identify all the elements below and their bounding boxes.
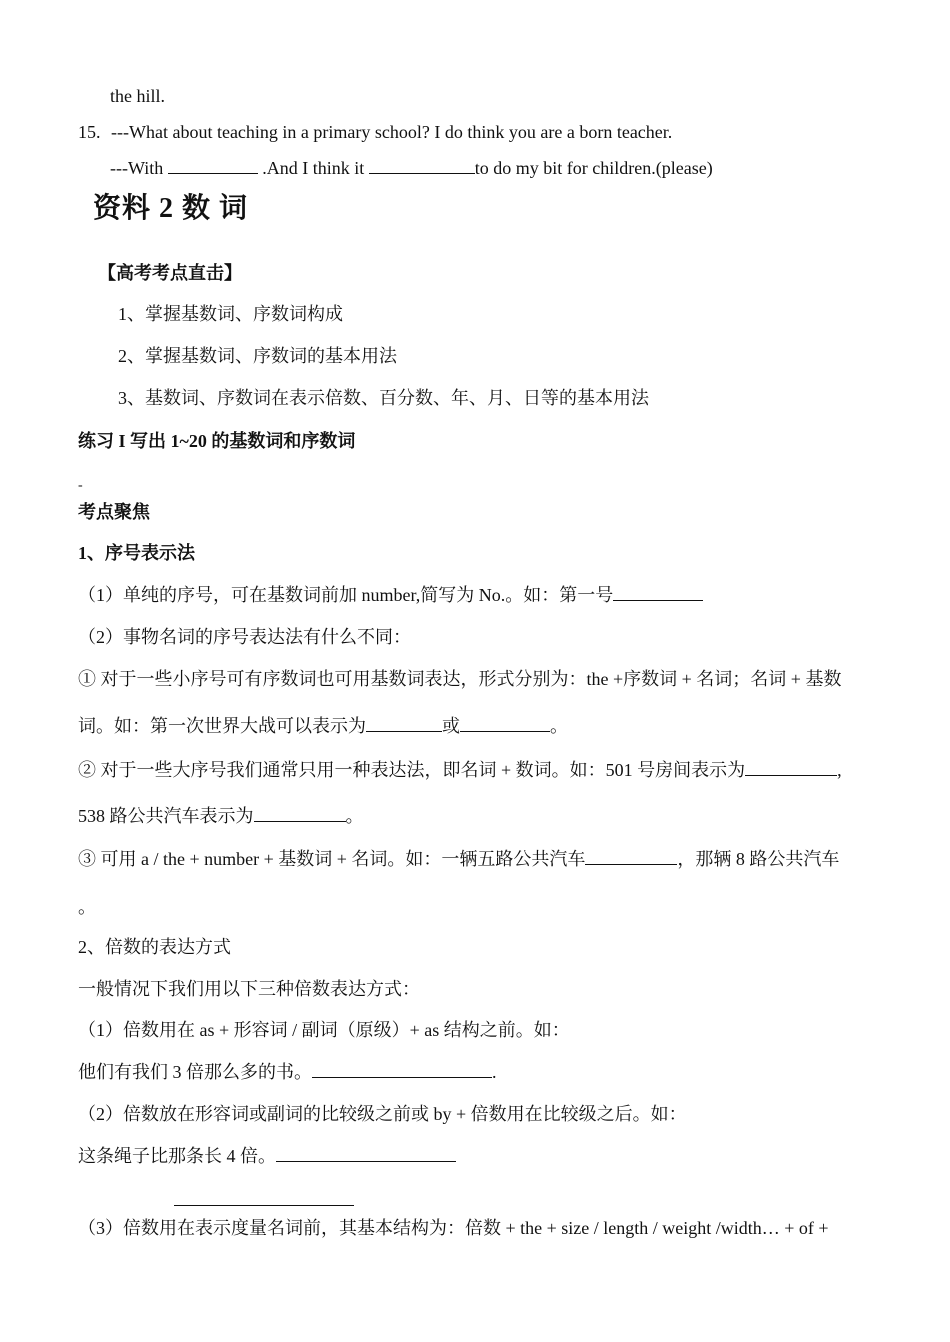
s2-ex1-period: .	[492, 1062, 497, 1082]
s2-paragraph-2: （2）倍数放在形容词或副词的比较级之前或 by + 倍数用在比较级之后。如：	[78, 1104, 687, 1124]
s1-p4b-period: 。	[345, 806, 364, 826]
gaokao-point-3: 3、基数词、序数词在表示倍数、百分数、年、月、日等的基本用法	[118, 388, 649, 408]
s2-paragraph-1: （1）倍数用在 as + 形容词 / 副词（原级）+ as 结构之前。如：	[78, 1020, 570, 1040]
blank-rope-1[interactable]	[276, 1145, 456, 1162]
s2-example-1	[78, 1061, 497, 1083]
section-2-heading: 2、倍数的表达方式	[78, 937, 231, 957]
blank-books[interactable]	[312, 1061, 492, 1078]
s2-ex2-text: 这条绳子比那条长 4 倍。	[78, 1146, 276, 1166]
s2-example-2-line2	[174, 1189, 354, 1211]
s1-p3a-text: ① 对于一些小序号可有序数词也可用基数词表达，形式分别为：the +序数词 + 名词；名词 + 基数	[78, 669, 842, 689]
s1-p3b-text-c: 。	[550, 716, 568, 736]
s1-paragraph-1	[78, 584, 703, 606]
s1-p4a-text: ② 对于一些大序号我们通常只用一种表达法，即名词 + 数词。如：501 号房间表示为	[78, 760, 746, 780]
blank-bus5[interactable]	[585, 848, 677, 865]
s1-paragraph-3a	[78, 668, 888, 690]
blank-rope-2[interactable]	[174, 1189, 354, 1206]
s1-p3b-text-b: 或	[442, 716, 460, 736]
answer-text-b: .And I think it	[257, 158, 369, 178]
blank-ww1-a[interactable]	[366, 715, 442, 732]
gaokao-point-1: 1、掌握基数词、序数词构成	[118, 304, 343, 324]
s1-p1-text: （1）单纯的序号，可在基数词前加 number,简写为 No.。如：第一号	[78, 585, 614, 605]
s1-paragraph-5b: 。	[78, 897, 96, 917]
s2-example-2	[78, 1145, 456, 1167]
s1-paragraph-3b	[78, 715, 568, 737]
s2-intro: 一般情况下我们用以下三种倍数表达方式：	[78, 979, 420, 999]
answer-text-a: ---With	[110, 158, 168, 178]
gaokao-point-2: 2、掌握基数词、序数词的基本用法	[118, 346, 397, 366]
s1-p4b-text: 538 路公共汽车表示为	[78, 806, 254, 826]
question-number: 15.	[78, 122, 101, 142]
blank-2[interactable]	[369, 157, 475, 174]
blank-ww1-b[interactable]	[460, 715, 550, 732]
blank-room501[interactable]	[745, 759, 837, 776]
s2-ex1-text: 他们有我们 3 倍那么多的书。	[78, 1062, 312, 1082]
question-15-line2	[110, 157, 713, 179]
question-15-line1	[78, 121, 672, 143]
focus-heading: 考点聚焦	[78, 502, 150, 522]
s1-p3b-text-a: 词。如：第一次世界大战可以表示为	[78, 716, 366, 736]
blank-bus538[interactable]	[254, 805, 346, 822]
s1-p5a-text-b: ，那辆 8 路公共汽车	[677, 849, 840, 869]
s1-p5a-text-a: ③ 可用 a / the + number + 基数词 + 名词。如：一辆五路公共汽车	[78, 849, 586, 869]
question-text: ---What about teaching in a primary school? I do think you are a born teacher.	[111, 122, 673, 142]
s2-paragraph-3: （3）倍数用在表示度量名词前，其基本结构为：倍数 + the + size / length / weight /width… + of +	[78, 1218, 829, 1238]
s1-paragraph-2: （2）事物名词的序号表达法有什么不同：	[78, 627, 411, 647]
section-title: 资料 2 数 词	[93, 193, 249, 224]
q14-continuation: the hill.	[110, 86, 165, 106]
gaokao-heading: 【高考考点直击】	[98, 263, 242, 283]
blank-no1[interactable]	[613, 584, 703, 601]
exercise-1-heading: 练习 I 写出 1~20 的基数词和序数词	[78, 431, 356, 451]
section-1-heading: 1、序号表示法	[78, 543, 195, 563]
dash-mark: -	[78, 478, 83, 493]
s1-paragraph-4a	[78, 759, 842, 781]
s1-p4a-comma: ,	[837, 760, 842, 780]
s1-paragraph-5a	[78, 848, 839, 870]
s1-paragraph-4b	[78, 805, 364, 827]
blank-1[interactable]	[168, 157, 258, 174]
answer-text-c: to do my bit for children.(please)	[474, 158, 713, 178]
